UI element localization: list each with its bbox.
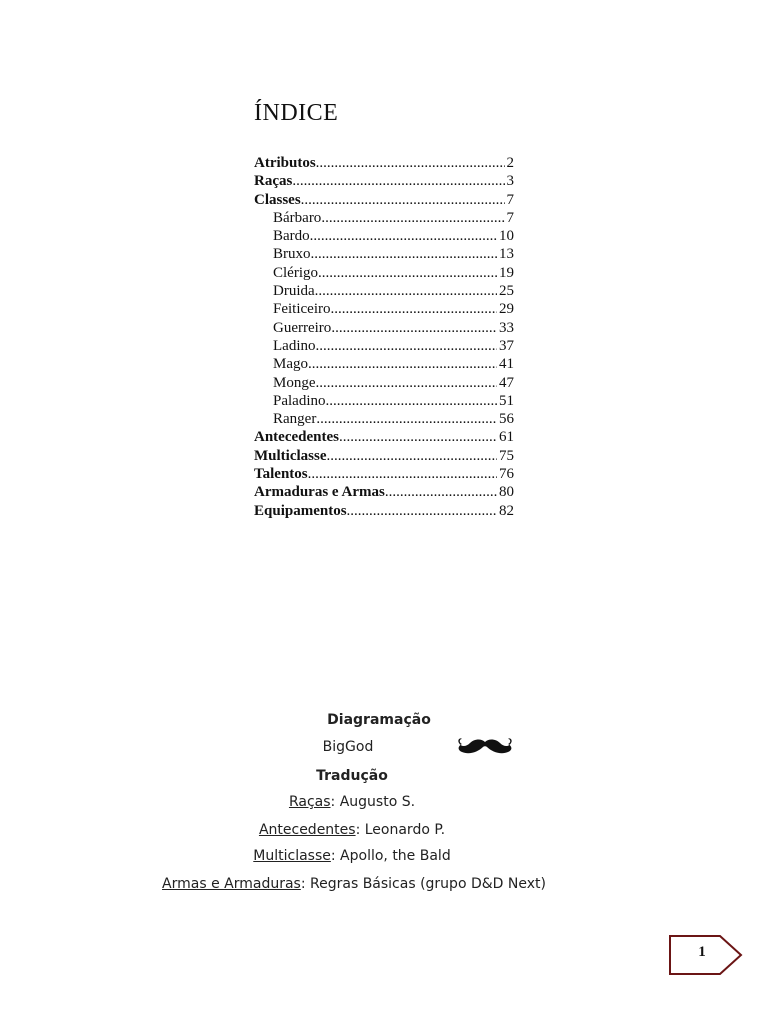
credit-section-label: Raças [288, 794, 331, 810]
toc-leader [326, 392, 498, 410]
toc-entry-page: 41 [499, 356, 514, 373]
toc-entry-label: Monge [273, 374, 316, 391]
toc-entry-label: Clérigo [273, 264, 318, 281]
toc-entry[interactable] [254, 465, 520, 483]
toc-leader [347, 502, 497, 520]
translation-heading: Tradução [316, 768, 388, 784]
toc-leader [308, 355, 497, 373]
toc-entry-label: Bárbaro [273, 209, 322, 226]
layout-heading: Diagramação [327, 712, 431, 728]
toc-leader [315, 282, 497, 300]
toc-entry-page: 61 [499, 429, 514, 446]
toc-entry-page: 7 [506, 209, 514, 226]
toc-entry-label: Armaduras e Armas [254, 484, 385, 501]
credit-name: : Apollo, the Bald [330, 848, 451, 864]
toc-entry-page: 37 [499, 337, 514, 354]
toc-entry-page: 3 [506, 173, 514, 190]
table-of-contents [254, 154, 520, 520]
toc-subentry[interactable] [254, 337, 520, 355]
toc-entry[interactable] [254, 172, 520, 190]
toc-entry-page: 25 [499, 283, 514, 300]
toc-entry-page: 80 [499, 484, 514, 501]
toc-leader [316, 410, 497, 428]
credit-section-label: Antecedentes [258, 822, 356, 838]
toc-entry[interactable] [254, 447, 520, 465]
toc-leader [310, 227, 497, 245]
toc-entry-page: 13 [499, 246, 514, 263]
toc-entry-label: Classes [254, 191, 301, 208]
toc-entry-page: 51 [499, 392, 514, 409]
toc-entry-page: 2 [506, 155, 514, 171]
toc-leader [316, 374, 498, 392]
toc-leader [339, 428, 497, 446]
toc-subentry[interactable] [254, 319, 520, 337]
toc-entry-page: 10 [499, 228, 514, 245]
credit-name: : Regras Básicas (grupo D&D Next) [300, 876, 546, 892]
toc-entry[interactable] [254, 502, 520, 520]
toc-leader [331, 319, 497, 337]
toc-entry-label: Multiclasse [254, 447, 327, 464]
toc-entry-label: Raças [254, 173, 293, 190]
toc-leader [327, 447, 498, 465]
toc-entry-page: 56 [499, 411, 514, 428]
toc-entry-label: Ranger [273, 411, 317, 428]
toc-entry-label: Antecedentes [254, 429, 339, 446]
layout-credit-name: BigGod [322, 739, 374, 755]
toc-subentry[interactable] [254, 374, 520, 392]
toc-leader [330, 300, 497, 318]
toc-entry-page: 47 [499, 374, 514, 391]
toc-entry-label: Feiticeiro [273, 301, 331, 318]
toc-entry-label: Ladino [273, 337, 316, 354]
toc-entry-label: Mago [273, 356, 308, 373]
toc-entry[interactable] [254, 191, 520, 209]
toc-entry-label: Guerreiro [273, 319, 332, 336]
toc-entry[interactable] [254, 154, 520, 172]
toc-entry-label: Atributos [254, 155, 316, 171]
toc-leader [321, 209, 504, 227]
toc-subentry[interactable] [254, 300, 520, 318]
toc-leader [385, 483, 497, 501]
toc-entry-label: Paladino [273, 392, 326, 409]
toc-subentry[interactable] [254, 264, 520, 282]
toc-title: ÍNDICE [254, 100, 339, 126]
credit-line [0, 876, 738, 892]
toc-entry-page: 7 [506, 191, 514, 208]
toc-leader [316, 337, 498, 355]
toc-leader [318, 264, 497, 282]
toc-entry[interactable] [254, 428, 520, 446]
toc-entry-label: Equipamentos [254, 502, 347, 519]
mustache-icon [456, 734, 514, 758]
toc-subentry[interactable] [254, 355, 520, 373]
toc-entry-label: Druida [273, 283, 315, 300]
toc-entry-page: 75 [499, 447, 514, 464]
toc-subentry[interactable] [254, 209, 520, 227]
toc-entry[interactable] [254, 483, 520, 501]
credit-section-label: Armas e Armaduras [162, 876, 301, 892]
page-number: 1 [698, 944, 706, 960]
toc-leader [301, 191, 505, 209]
toc-subentry[interactable] [254, 245, 520, 263]
toc-leader [308, 465, 497, 483]
credit-name: : Leonardo P. [355, 822, 446, 838]
credit-line [0, 822, 736, 838]
toc-entry-label: Bruxo [273, 246, 311, 263]
toc-subentry[interactable] [254, 282, 520, 300]
toc-leader [316, 154, 505, 172]
credit-name: : Augusto S. [330, 794, 416, 810]
credit-section-label: Multiclasse [253, 848, 331, 864]
credit-line [0, 794, 736, 810]
toc-entry-page: 29 [499, 301, 514, 318]
credit-line [0, 848, 736, 864]
toc-subentry[interactable] [254, 392, 520, 410]
toc-subentry[interactable] [254, 227, 520, 245]
toc-entry-label: Bardo [273, 228, 310, 245]
toc-entry-page: 76 [499, 466, 514, 483]
toc-leader [311, 245, 498, 263]
toc-entry-page: 19 [499, 264, 514, 281]
toc-subentry[interactable] [254, 410, 520, 428]
toc-entry-page: 33 [499, 319, 514, 336]
toc-entry-page: 82 [499, 502, 514, 519]
toc-entry-label: Talentos [254, 466, 308, 483]
toc-leader [292, 172, 504, 190]
